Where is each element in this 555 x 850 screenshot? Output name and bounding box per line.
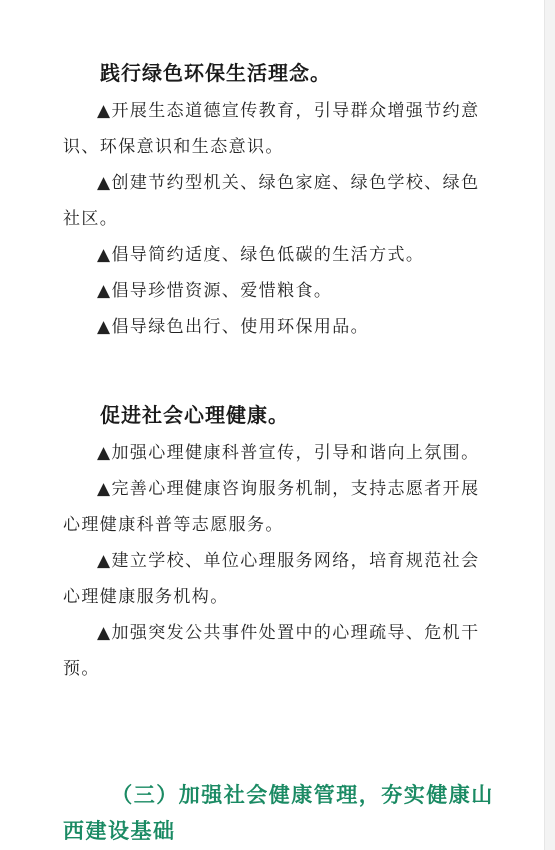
paragraph: ▲倡导简约适度、绿色低碳的生活方式。	[97, 245, 425, 265]
page-edge	[544, 0, 555, 850]
paragraph: ▲加强突发公共事件处置中的心理疏导、危机干预。	[63, 623, 480, 679]
paragraph: ▲开展生态道德宣传教育，引导群众增强节约意识、环保意识和生态意识。	[63, 101, 480, 157]
section-green-lifestyle	[63, 58, 493, 345]
paragraph: ▲倡导珍惜资源、爱惜粮食。	[97, 281, 333, 301]
paragraph: ▲倡导绿色出行、使用环保用品。	[97, 317, 370, 337]
chapter-heading: （三）加强社会健康管理，夯实健康山西建设基础	[63, 783, 494, 843]
paragraph: ▲建立学校、单位心理服务网络，培育规范社会心理健康服务机构。	[63, 551, 480, 607]
paragraph: ▲完善心理健康咨询服务机制，支持志愿者开展心理健康科普等志愿服务。	[63, 479, 480, 535]
section-heading: 促进社会心理健康。	[100, 403, 289, 427]
paragraph: ▲加强心理健康科普宣传，引导和谐向上氛围。	[97, 443, 480, 463]
section-heading: 践行绿色环保生活理念。	[100, 61, 331, 85]
section-mental-health	[63, 400, 493, 687]
paragraph: ▲创建节约型机关、绿色家庭、绿色学校、绿色社区。	[63, 173, 480, 229]
